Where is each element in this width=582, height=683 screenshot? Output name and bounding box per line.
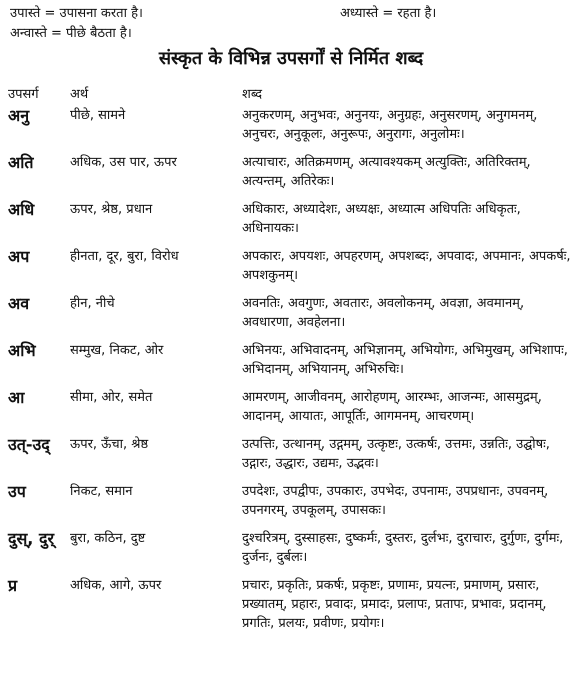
row-prefix: अप (8, 247, 30, 266)
row-prefix: अधि (8, 200, 35, 219)
row-meaning: ऊपर, श्रेष्ठ, प्रधान (70, 202, 153, 217)
row-words: प्रचारः, प्रकृतिः, प्रकर्षः, प्रकृष्टः, प्रणामः, प्रयत्नः, प्रमाणम्, प्रसारः, प्रख्यातम्, प्रहारः, प्रवादः, प्रमादः, प्रलापः, प्रतापः, प्रभावः, प्रदानम्, प्रगतिः, प्रलयः, प्रवीणः, प्रयोगः। (242, 578, 547, 631)
row-meaning: सीमा, ओर, समेत (70, 390, 153, 405)
row-meaning: हीनता, दूर, बुरा, विरोध (70, 249, 179, 264)
row-words: उत्पत्तिः, उत्थानम्, उद्गमम्, उत्कृष्टः, उत्कर्षः, उत्तमः, उन्नतिः, उद्घोषः, उद्गारः, उद्धारः, उद्यमः, उद्भवः। (242, 437, 550, 471)
row-meaning: सम्मुख, निकट, ओर (70, 343, 164, 358)
table-row (8, 435, 574, 482)
row-meaning: पीछे, सामने (70, 108, 126, 123)
table-row (8, 576, 574, 642)
top-notes (10, 4, 570, 44)
row-prefix: दुस्, दुर् (8, 529, 55, 548)
row-prefix: आ (8, 388, 25, 407)
page-title: संस्कृत के विभिन्न उपसर्गों से निर्मित शब्द (158, 48, 424, 69)
table-row (8, 294, 574, 341)
table-row (8, 341, 574, 388)
row-meaning: अधिक, उस पार, ऊपर (70, 155, 177, 170)
row-meaning: ऊपर, ऊँचा, श्रेष्ठ (70, 437, 149, 452)
row-prefix: अभि (8, 341, 36, 360)
row-words: अपकारः, अपयशः, अपहरणम्, अपशब्दः, अपवादः, अपमानः, अपकर्षः, अपशकुनम्। (242, 249, 571, 283)
table-row (8, 388, 574, 435)
header-words: शब्द (242, 87, 263, 102)
table-row (8, 153, 574, 200)
table-row (8, 106, 574, 153)
row-meaning: निकट, समान (70, 484, 133, 499)
row-meaning: बुरा, कठिन, दुष्ट (70, 531, 146, 546)
header-meaning: अर्थ (70, 87, 89, 102)
row-words: अत्याचारः, अतिक्रमणम्, अत्यावश्यकम् अत्युक्तिः, अतिरिक्तम्, अत्यन्तम्, अतिरेकः। (242, 155, 531, 189)
row-prefix: अनु (8, 106, 30, 125)
header-prefix: उपसर्ग (8, 87, 39, 102)
row-words: आमरणम्, आजीवनम्, आरोहणम्, आरम्भः, आजन्मः, आसमुद्रम्, आदानम्, आयातः, आपूर्तिः, आगमनम्, आचरणम्। (242, 390, 542, 424)
row-prefix: अति (8, 153, 34, 172)
row-meaning: हीन, नीचे (70, 296, 115, 311)
row-words: दुश्चरित्रम्, दुस्साहसः, दुष्कर्मः, दुस्तरः, दुर्लभः, दुराचारः, दुर्गुणः, दुर्गमः, दुर्जनः, दुर्बलः। (242, 531, 564, 565)
note-left-1: उपास्ते = उपासना करता है। (10, 6, 143, 21)
table-row (8, 482, 574, 529)
prefix-table (8, 84, 574, 642)
row-words: अवनतिः, अवगुणः, अवतारः, अवलोकनम्, अवज्ञा, अवमानम्, अवधारणा, अवहेलना। (242, 296, 525, 330)
table-row (8, 529, 574, 576)
row-words: उपदेशः, उपद्वीपः, उपकारः, उपभेदः, उपनामः, उपप्रधानः, उपवनम्, उपनगरम्, उपकूलम्, उपासकः। (242, 484, 549, 518)
row-prefix: अव (8, 294, 30, 313)
row-words: अनुकरणम्, अनुभवः, अनुनयः, अनुग्रहः, अनुसरणम्, अनुगमनम्, अनुचरः, अनुकूलः, अनुरूपः, अनुरागः, अनुलोमः। (242, 108, 538, 142)
row-words: अधिकारः, अध्यादेशः, अध्यक्षः, अध्यात्म अधिपतिः अधिकृतः, अधिनायकः। (242, 202, 521, 236)
table-row (8, 200, 574, 247)
row-meaning: अधिक, आगे, ऊपर (70, 578, 162, 593)
note-left-2: अन्वास्ते = पीछे बैठता है। (10, 26, 132, 41)
table-header-row (8, 84, 574, 106)
row-prefix: प्र (8, 576, 18, 595)
row-prefix: उप (8, 482, 26, 501)
note-right-1: अध्यास्ते = रहता है। (340, 6, 437, 21)
row-words: अभिनयः, अभिवादनम्, अभिज्ञानम्, अभियोगः, अभिमुखम्, अभिशापः, अभिदानम्, अभियानम्, अभिरुचिः। (242, 343, 568, 377)
table-row (8, 247, 574, 294)
row-prefix: उत्-उद् (8, 435, 50, 454)
